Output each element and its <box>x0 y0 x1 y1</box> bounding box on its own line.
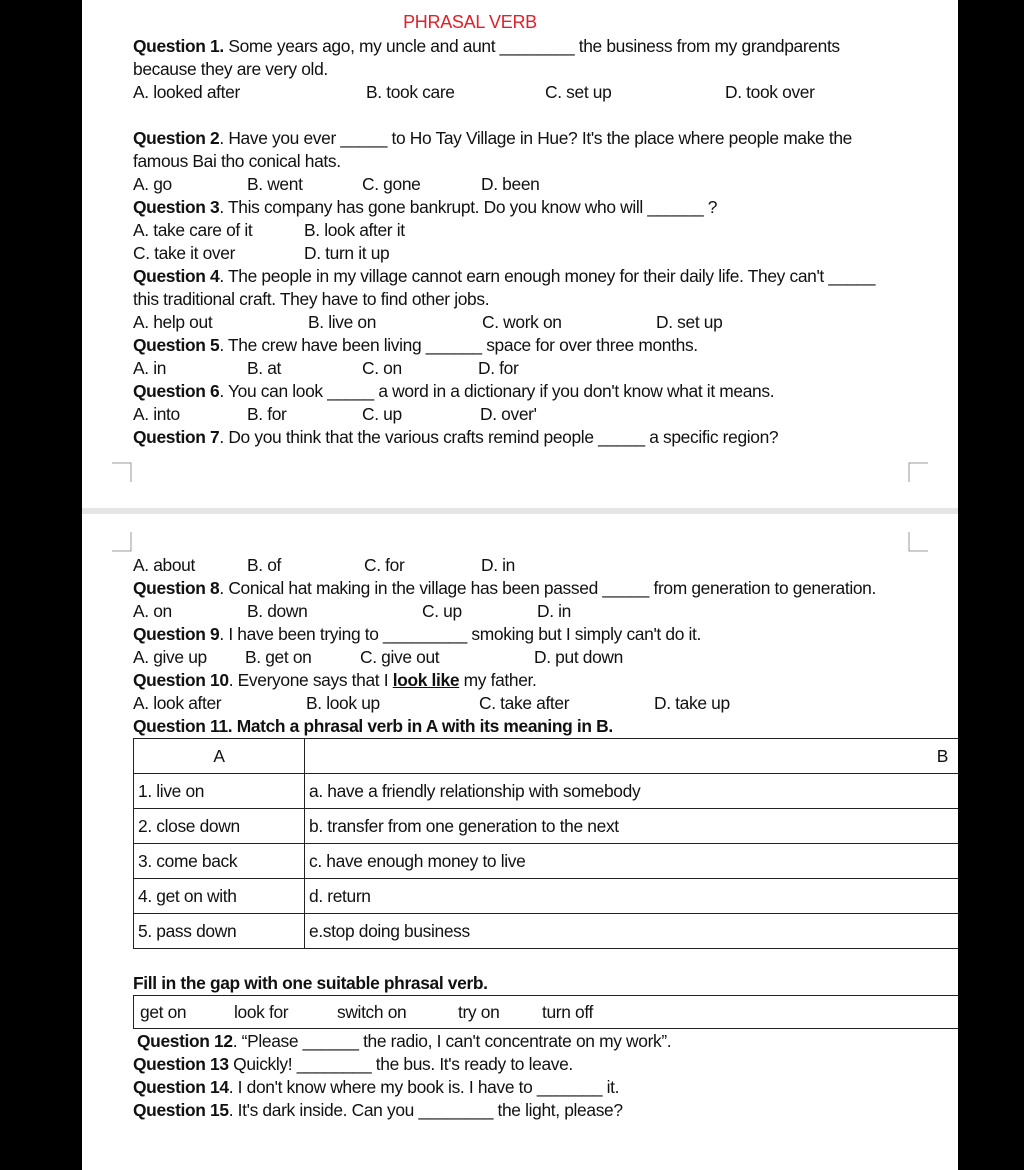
question-13: Question 13 Quickly! ________ the bus. It's ready to leave. <box>133 1054 573 1074</box>
option-a: A. in <box>133 358 167 378</box>
question-8: Question 8. Conical hat making in the village has been passed _____ from generation to generation. <box>133 578 876 598</box>
option-b: B. took care <box>366 82 455 102</box>
question-6: Question 6. You can look _____ a word in a dictionary if you don't know what it means. <box>133 381 775 401</box>
question-4-cont: this traditional craft. They have to find other jobs. <box>133 289 490 309</box>
option-d: D. in <box>481 555 516 575</box>
option-d: D. turn it up <box>304 243 390 263</box>
table-row <box>134 809 959 844</box>
header-b: B <box>305 739 959 774</box>
option-a: A. give up <box>133 647 207 667</box>
cell-b: b. transfer from one generation to the next <box>305 809 959 844</box>
question-5: Question 5. The crew have been living ______ space for over three months. <box>133 335 698 355</box>
cell-b: a. have a friendly relationship with somebody <box>305 774 959 809</box>
cell-b: e.stop doing business <box>305 914 959 949</box>
word-item: look for <box>234 1002 289 1022</box>
option-c: C. set up <box>545 82 612 102</box>
option-c: C. work on <box>482 312 562 332</box>
table-row <box>134 914 959 949</box>
question-1-cont: because they are very old. <box>133 59 328 79</box>
option-d: D. set up <box>656 312 723 332</box>
question-9-options <box>133 646 958 669</box>
option-a: A. looked after <box>133 82 240 102</box>
option-b: B. get on <box>245 647 312 667</box>
question-5-options <box>133 357 958 380</box>
option-c: C. for <box>364 555 405 575</box>
option-a: A. on <box>133 601 172 621</box>
option-b: B. look up <box>306 693 380 713</box>
option-b: B. at <box>247 358 282 378</box>
option-d: D. put down <box>534 647 623 667</box>
question-2: Question 2. Have you ever _____ to Ho Tay Village in Hue? It's the place where people make the <box>133 128 852 148</box>
question-15: Question 15. It's dark inside. Can you ________ the light, please? <box>133 1100 623 1120</box>
table-row <box>134 844 959 879</box>
word-item: turn off <box>542 1002 594 1022</box>
question-12: Question 12. “Please ______ the radio, I can't concentrate on my work”. <box>137 1031 672 1051</box>
option-c: C. up <box>362 404 402 424</box>
question-6-options <box>133 403 958 426</box>
word-box <box>133 995 958 1029</box>
word-item: try on <box>458 1002 500 1022</box>
question-2-cont: famous Bai tho conical hats. <box>133 151 341 171</box>
question-1-options <box>133 81 958 104</box>
crop-mark-icon <box>112 462 132 482</box>
page-2-content <box>133 554 958 738</box>
option-a: A. about <box>133 555 195 575</box>
question-1: Question 1. Some years ago, my uncle and aunt ________ the business from my grandparents <box>133 36 840 56</box>
option-d: D. took over <box>725 82 815 102</box>
page-2-fill-questions <box>133 1030 958 1122</box>
question-7-options <box>133 554 958 577</box>
crop-mark-icon <box>908 532 928 552</box>
table-header-row <box>134 739 959 774</box>
cell-a: 2. close down <box>134 809 305 844</box>
option-c: C. up <box>422 601 462 621</box>
crop-mark-icon <box>908 462 928 482</box>
option-d: D. take up <box>654 693 730 713</box>
option-c: C. on <box>362 358 402 378</box>
cell-a: 4. get on with <box>134 879 305 914</box>
question-8-options <box>133 600 958 623</box>
page-title: PHRASAL VERB <box>403 12 537 32</box>
header-a: A <box>134 739 305 774</box>
question-2-options <box>133 173 958 196</box>
document-page-2 <box>82 514 958 1170</box>
cell-b: d. return <box>305 879 959 914</box>
question-11: Question 11. Match a phrasal verb in A with its meaning in B. <box>133 716 613 736</box>
option-a: A. help out <box>133 312 213 332</box>
option-d: D. in <box>537 601 572 621</box>
option-b: B. down <box>247 601 308 621</box>
option-c: C. take it over <box>133 243 236 263</box>
option-a: A. take care of it <box>133 220 253 240</box>
option-d: D. over' <box>480 404 537 424</box>
question-10-options <box>133 692 958 715</box>
cell-a: 5. pass down <box>134 914 305 949</box>
option-b: B. look after it <box>304 220 405 240</box>
cell-a: 1. live on <box>134 774 305 809</box>
option-c: C. gone <box>362 174 421 194</box>
question-7: Question 7. Do you think that the various crafts remind people _____ a specific region? <box>133 427 779 447</box>
option-c: C. take after <box>479 693 570 713</box>
table-row <box>134 879 959 914</box>
option-d: D. for <box>478 358 519 378</box>
question-14: Question 14. I don't know where my book is. I have to _______ it. <box>133 1077 620 1097</box>
table-row <box>134 774 959 809</box>
document-page-1 <box>82 0 958 508</box>
question-3-options-row2 <box>133 242 958 265</box>
option-a: A. look after <box>133 693 222 713</box>
underlined-phrase: look like <box>392 670 460 690</box>
option-a: A. into <box>133 404 180 424</box>
option-c: C. give out <box>360 647 440 667</box>
option-b: B. of <box>247 555 282 575</box>
option-d: D. been <box>481 174 540 194</box>
cell-b: c. have enough money to live <box>305 844 959 879</box>
option-b: B. went <box>247 174 303 194</box>
word-item: get on <box>140 1002 187 1022</box>
crop-mark-icon <box>112 532 132 552</box>
option-a: A. go <box>133 174 172 194</box>
question-3-options-row1 <box>133 219 958 242</box>
question-4: Question 4. The people in my village cannot earn enough money for their daily life. They can't _____ <box>133 266 876 286</box>
question-3: Question 3. This company has gone bankrupt. Do you know who will ______ ? <box>133 197 718 217</box>
question-10: Question 10. Everyone says that I look like my father. <box>133 670 537 690</box>
fill-heading: Fill in the gap with one suitable phrasal verb. <box>133 973 488 993</box>
question-4-options <box>133 311 958 334</box>
cell-a: 3. come back <box>134 844 305 879</box>
question-9: Question 9. I have been trying to _________ smoking but I simply can't do it. <box>133 624 701 644</box>
option-b: B. live on <box>308 312 377 332</box>
matching-table <box>133 738 958 949</box>
word-item: switch on <box>337 1002 407 1022</box>
page-1-content <box>133 35 958 449</box>
option-b: B. for <box>247 404 287 424</box>
